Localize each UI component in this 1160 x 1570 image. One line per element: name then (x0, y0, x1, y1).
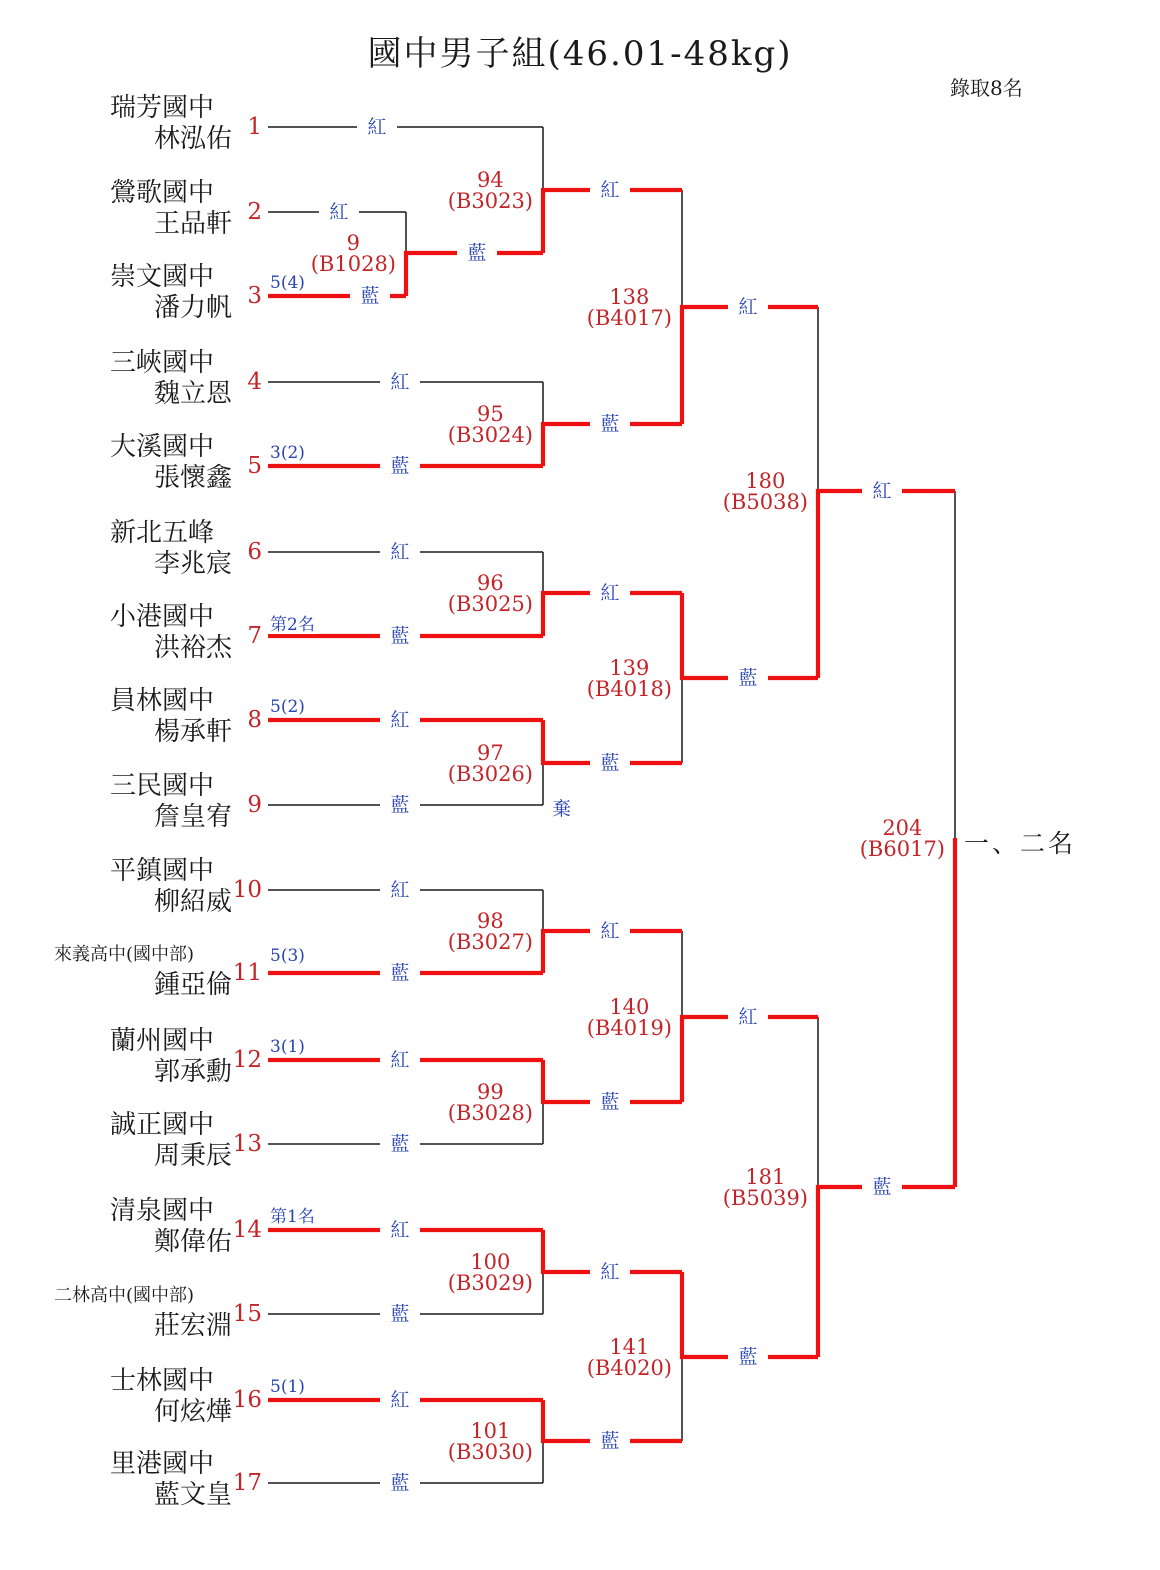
seed-number: 14 (232, 1217, 262, 1243)
final-places-label: 一、二名 (964, 829, 1077, 858)
corner-label: 紅 (380, 879, 420, 901)
match-code: (B4019) (586, 1016, 672, 1040)
seed-number: 11 (232, 960, 262, 986)
competitor-7 (50, 602, 240, 664)
competitor-5 (50, 432, 240, 494)
corner-label: 紅 (590, 920, 630, 942)
corner-label: 紅 (728, 296, 768, 318)
placement-annotation: 5(2) (270, 697, 305, 717)
placement-annotation: 5(3) (270, 946, 305, 966)
match-label-138 (587, 287, 672, 329)
seed-number: 8 (247, 707, 262, 733)
match-code: (B4017) (586, 306, 672, 330)
competitor-name: 林泓佑 (153, 124, 232, 154)
corner-label: 紅 (590, 179, 630, 201)
match-number: 180 (745, 469, 786, 493)
corner-label: 紅 (319, 201, 359, 223)
seed-number: 17 (232, 1470, 262, 1496)
match-label-139 (587, 658, 672, 700)
seed-number: 1 (247, 114, 262, 140)
competitor-16 (50, 1366, 240, 1428)
competitor-school: 誠正國中 (110, 1110, 215, 1140)
competitor-school: 鶯歌國中 (110, 178, 215, 208)
match-code: (B3026) (447, 762, 533, 786)
placement-annotation: 第1名 (270, 1207, 315, 1227)
match-code: (B3029) (447, 1271, 533, 1295)
corner-label: 紅 (357, 116, 397, 138)
competitor-name: 周秉辰 (153, 1141, 232, 1171)
competitor-11 (50, 939, 240, 1001)
seed-number: 9 (247, 792, 262, 818)
match-number: 140 (609, 995, 650, 1019)
match-number: 97 (477, 741, 504, 765)
match-code: (B4018) (586, 677, 672, 701)
corner-label: 藍 (350, 285, 390, 307)
corner-label: 藍 (590, 752, 630, 774)
match-number: 99 (477, 1080, 504, 1104)
competitor-name: 鄭偉佑 (153, 1227, 232, 1257)
placement-annotation: 第2名 (270, 615, 315, 635)
competitor-name: 潘力帆 (153, 293, 232, 323)
competitor-15 (50, 1280, 240, 1342)
corner-label: 紅 (380, 541, 420, 563)
seed-number: 7 (247, 623, 262, 649)
corner-label: 藍 (380, 794, 420, 816)
corner-label: 藍 (728, 667, 768, 689)
corner-label: 紅 (728, 1006, 768, 1028)
seed-number: 12 (232, 1047, 262, 1073)
competitor-name: 柳紹威 (153, 887, 232, 917)
seed-number: 15 (232, 1301, 262, 1327)
seed-number: 10 (232, 877, 262, 903)
match-number: 138 (609, 285, 650, 309)
match-number: 98 (477, 909, 504, 933)
competitor-school: 崇文國中 (110, 262, 215, 292)
match-label-97 (448, 743, 533, 785)
corner-label: 藍 (590, 1091, 630, 1113)
corner-label: 藍 (380, 962, 420, 984)
competitor-school: 員林國中 (110, 686, 215, 716)
corner-label: 藍 (862, 1176, 902, 1198)
match-label-100 (448, 1252, 533, 1294)
corner-label: 藍 (380, 455, 420, 477)
corner-label: 紅 (380, 709, 420, 731)
match-code: (B1028) (310, 252, 396, 276)
competitor-school: 蘭州國中 (110, 1026, 215, 1056)
competitor-name: 張懷鑫 (153, 463, 232, 493)
competitor-name: 李兆宸 (153, 549, 232, 579)
competitor-school: 平鎮國中 (110, 856, 215, 886)
match-code: (B3028) (447, 1101, 533, 1125)
match-label-98 (448, 911, 533, 953)
corner-label: 藍 (728, 1346, 768, 1368)
competitor-10 (50, 856, 240, 918)
competitor-name: 何炫燁 (153, 1397, 232, 1427)
corner-label: 藍 (590, 1430, 630, 1452)
placement-annotation: 5(1) (270, 1377, 305, 1397)
corner-label: 紅 (380, 1049, 420, 1071)
competitor-14 (50, 1196, 240, 1258)
competitor-13 (50, 1110, 240, 1172)
match-label-204 (860, 818, 945, 860)
match-label-140 (587, 997, 672, 1039)
match-label-180 (723, 471, 808, 513)
seed-number: 4 (247, 369, 262, 395)
corner-label: 藍 (380, 1303, 420, 1325)
match-label-99 (448, 1082, 533, 1124)
match-number: 96 (477, 571, 504, 595)
competitor-school: 新北五峰 (110, 518, 215, 548)
competitor-name: 郭承勳 (153, 1057, 232, 1087)
match-code: (B6017) (859, 837, 945, 861)
competitor-9 (50, 771, 240, 833)
seed-number: 13 (232, 1131, 262, 1157)
competitor-school: 小港國中 (110, 602, 215, 632)
competitor-school: 二林高中(國中部) (54, 1285, 195, 1306)
seed-number: 2 (247, 199, 262, 225)
match-number: 139 (609, 656, 650, 680)
match-label-141 (587, 1337, 672, 1379)
corner-label: 藍 (590, 413, 630, 435)
competitor-name: 洪裕杰 (153, 633, 232, 663)
match-number: 141 (609, 1335, 650, 1359)
placement-annotation: 5(4) (270, 273, 305, 293)
competitor-6 (50, 518, 240, 580)
competitor-name: 鍾亞倫 (153, 970, 232, 1000)
match-code: (B3027) (447, 930, 533, 954)
match-number: 100 (470, 1250, 511, 1274)
competitor-name: 楊承軒 (153, 717, 232, 747)
corner-label: 紅 (862, 480, 902, 502)
placement-annotation: 3(1) (270, 1037, 305, 1057)
corner-label: 藍 (380, 625, 420, 647)
match-label-96 (448, 573, 533, 615)
match-code: (B3030) (447, 1440, 533, 1464)
corner-label: 紅 (380, 371, 420, 393)
match-code: (B5038) (722, 490, 808, 514)
match-label-9 (311, 233, 396, 275)
seed-number: 6 (247, 539, 262, 565)
forfeit-note: 棄 (552, 794, 571, 821)
match-number: 101 (470, 1419, 511, 1443)
competitor-school: 清泉國中 (110, 1196, 215, 1226)
competitor-school: 三峽國中 (110, 348, 215, 378)
corner-label: 藍 (380, 1472, 420, 1494)
match-number: 204 (882, 816, 923, 840)
seed-number: 16 (232, 1387, 262, 1413)
bracket-lines-red-winner-path (268, 190, 955, 1441)
competitor-name: 莊宏淵 (153, 1311, 232, 1341)
competitor-12 (50, 1026, 240, 1088)
match-label-95 (448, 404, 533, 446)
competitor-8 (50, 686, 240, 748)
competitor-name: 藍文皇 (153, 1480, 232, 1510)
competitor-name: 王品軒 (153, 209, 232, 239)
corner-label: 紅 (590, 582, 630, 604)
corner-label: 藍 (380, 1133, 420, 1155)
match-code: (B5039) (722, 1186, 808, 1210)
competitor-school: 來義高中(國中部) (54, 944, 195, 965)
competitor-school: 瑞芳國中 (110, 93, 215, 123)
competitor-2 (50, 178, 240, 240)
competitor-name: 詹皇宥 (153, 802, 232, 832)
corner-label: 紅 (590, 1261, 630, 1283)
competitor-17 (50, 1449, 240, 1511)
placement-annotation: 3(2) (270, 443, 305, 463)
seed-number: 5 (247, 453, 262, 479)
corner-label: 紅 (380, 1389, 420, 1411)
match-code: (B3024) (447, 423, 533, 447)
competitor-school: 里港國中 (110, 1449, 215, 1479)
competitor-name: 魏立恩 (153, 379, 232, 409)
qualification-note: 錄取8名 (950, 76, 1023, 100)
match-number: 94 (477, 168, 504, 192)
competitor-school: 大溪國中 (110, 432, 215, 462)
match-code: (B4020) (586, 1356, 672, 1380)
match-code: (B3023) (447, 189, 533, 213)
match-label-101 (448, 1421, 533, 1463)
corner-label: 藍 (457, 242, 497, 264)
page-title: 國中男子組(46.01-48kg) (367, 34, 793, 74)
corner-label: 紅 (380, 1219, 420, 1241)
match-code: (B3025) (447, 592, 533, 616)
competitor-4 (50, 348, 240, 410)
match-label-94 (448, 170, 533, 212)
competitor-1 (50, 93, 240, 155)
match-number: 95 (477, 402, 504, 426)
match-number: 9 (346, 231, 361, 255)
competitor-school: 三民國中 (110, 771, 215, 801)
seed-number: 3 (247, 283, 262, 309)
competitor-3 (50, 262, 240, 324)
match-number: 181 (745, 1165, 786, 1189)
competitor-school: 士林國中 (110, 1366, 215, 1396)
match-label-181 (723, 1167, 808, 1209)
